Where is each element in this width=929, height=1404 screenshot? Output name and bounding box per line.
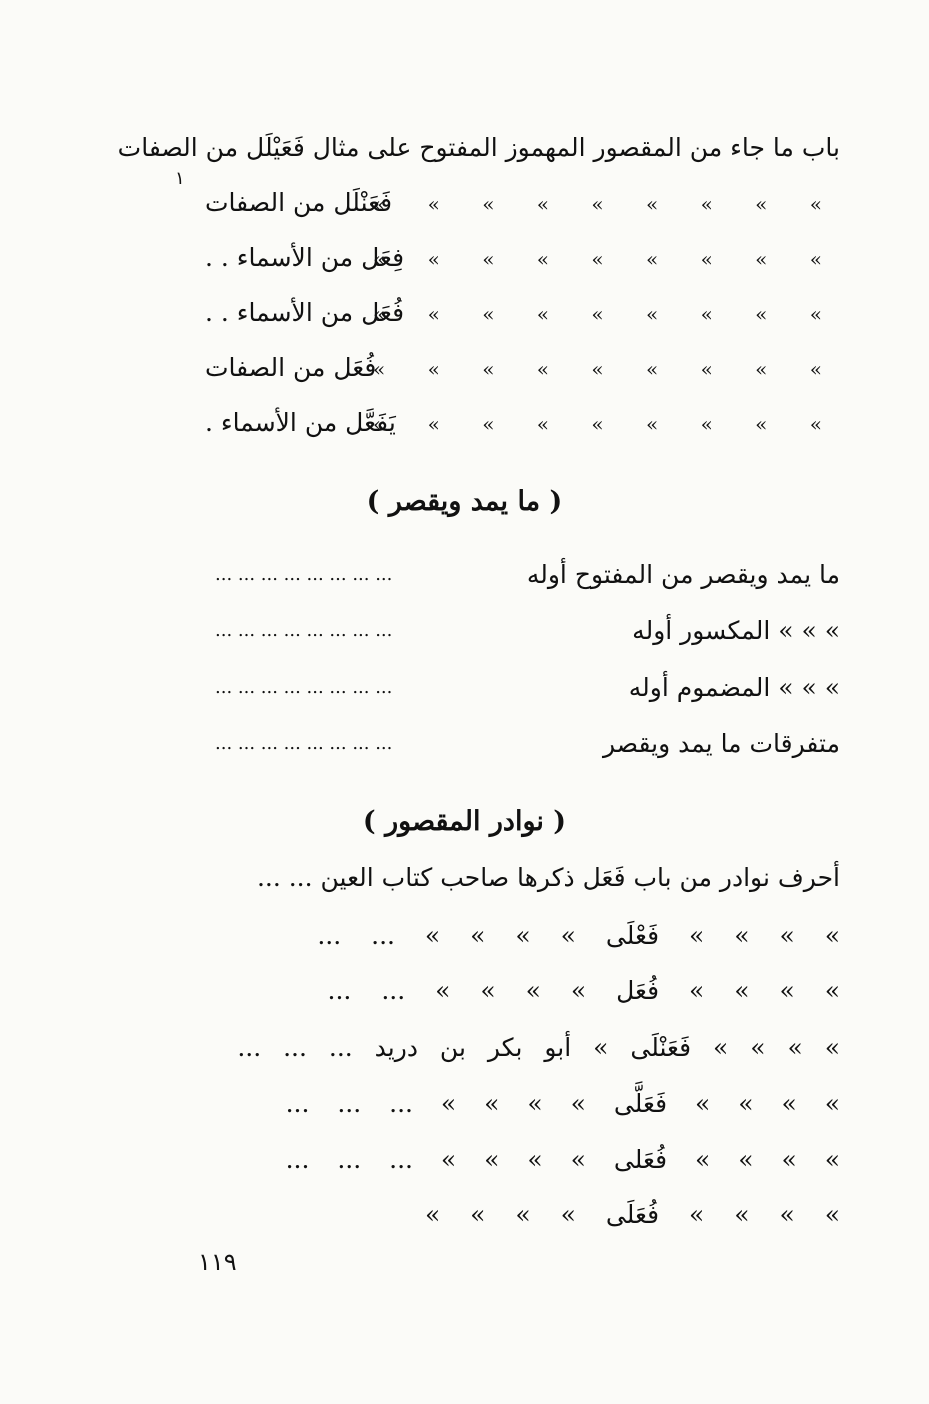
row-quotes: » » » » » » » » » [373,412,840,436]
section3-row [195,918,840,954]
row-dots: ... ... ... ... ... ... ... ... [215,677,393,698]
row-quotes: » » » » » » » » » [373,192,840,216]
section1-row [195,405,840,442]
row-quotes: » » » » » » » » » [373,302,840,326]
section3-row [195,1142,840,1178]
row-text: » » » » فَعَنْلَى » أبو بكر بن دريد ... ... ... [237,1033,840,1062]
section1-title-text: باب ما جاء من المقصور المهموز المفتوح على مثال فَعَيْلَل من الصفات [117,133,840,162]
row-dots: ... ... ... ... ... ... ... ... [215,620,393,641]
section3-row [195,1030,840,1066]
row-text: ما يمد ويقصر من المفتوح أوله [526,560,840,589]
row-dots: ... ... ... ... ... ... ... ... [215,564,393,585]
row-text: فُعَل من الأسماء . . [205,298,405,327]
section2-row [195,557,840,593]
margin-mark: ١ [175,168,185,189]
section1-row [195,350,840,387]
row-text: » » » » فَعْلَى » » » » ... ... [317,921,840,950]
section2-row [195,670,840,706]
row-text: متفرقات ما يمد ويقصر [602,729,840,758]
row-text: » » » » فُعَلَى » » » » [424,1200,840,1229]
section2-row [195,613,840,649]
row-text: يَفَعَّل من الأسماء . [205,408,396,437]
section3-row [195,973,840,1009]
row-text: فُعَل من الصفات [205,353,377,382]
section1-row [195,240,840,277]
section3-row [195,1086,840,1122]
row-text: فِعَل من الأسماء . . [205,243,405,272]
section1-row [195,295,840,332]
row-text: » » » » فَعَلَّى » » » » ... ... ... [285,1089,840,1118]
section2-row [195,726,840,762]
row-quotes: » » » » » » » » » [373,357,840,381]
row-quotes: » » » » » » » » » [373,247,840,271]
section-heading: ( ما يمد ويقصر ) [366,486,563,517]
section3-title-text: أحرف نوادر من باب فَعَل ذكرها صاحب كتاب العين ... ... [256,863,840,892]
section1-row [195,185,840,222]
row-text: فَعَنْلَل من الصفات [205,188,393,217]
row-text: » » » المكسور أوله [632,616,840,645]
row-text: » » » » فُعَلى » » » » ... ... ... [285,1145,840,1174]
page-number: ١١٩ [198,1248,237,1276]
section3-title-line [195,860,840,896]
section-heading: ( نوادر المقصور ) [362,806,567,837]
row-text: » » » » فُعَل » » » » ... ... [327,976,840,1005]
section3-row [195,1197,840,1233]
section1-title-line [117,130,840,166]
row-text: » » » المضموم أوله [628,673,840,702]
row-dots: ... ... ... ... ... ... ... ... [215,733,393,754]
